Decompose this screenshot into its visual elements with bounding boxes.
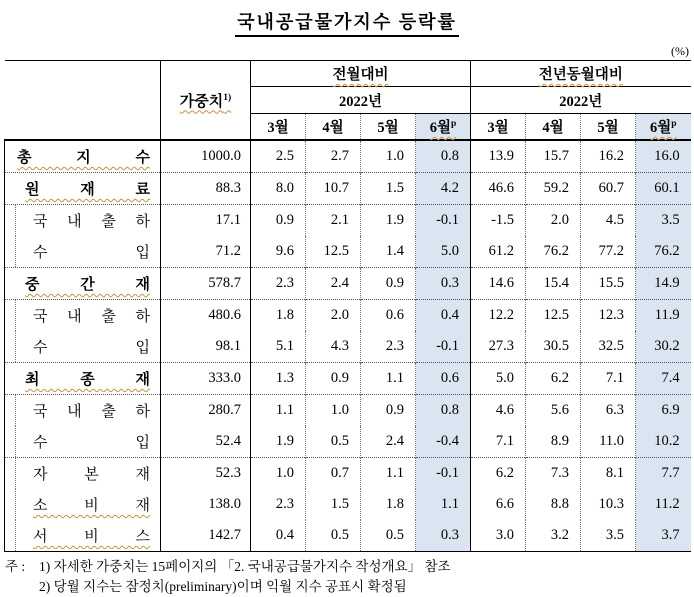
mom-value: -0.4 [416,426,471,458]
mom-value: 0.6 [361,300,416,332]
row-label-cell [5,173,161,205]
weight-header-label: 가중치 [179,93,224,110]
yoy-value: 76.2 [526,236,581,268]
mom-value: 2.4 [306,268,361,300]
mom-value: 4.2 [416,173,471,205]
row-label-cell [5,300,161,332]
yoy-value: 16.0 [636,140,691,173]
weight-value: 52.3 [161,458,251,490]
month-header-preliminary: 6월$^p$ [636,114,691,141]
mom-value: 0.6 [416,363,471,395]
group-header-yoy: 전년동월대비 [471,61,691,87]
mom-value: 9.6 [275,243,294,259]
yoy-value: 76.2 [636,236,691,268]
row-label: 총 지 수 [17,150,150,166]
yoy-value: -1.5 [471,205,526,237]
yoy-value: 60.1 [636,173,691,205]
mom-value: 1.9 [275,433,294,449]
mom-value: 0.4 [416,300,471,332]
month-header: 4월 [526,114,581,141]
weight-value: 578.7 [161,268,251,300]
mom-value: 8.0 [251,173,306,205]
row-label: 최 종 재 [25,372,150,388]
mom-value: 0.3 [416,268,471,300]
row-label: 수 입 [33,245,150,261]
footnote-line: 2) 당월 지수는 잠정치(preliminary)이며 익월 지수 공표시 확정됨 [39,579,407,594]
yoy-value: 32.5 [581,331,636,363]
mom-value: 2.4 [361,426,416,458]
yoy-value: 11.0 [581,426,636,458]
mom-value: 1.0 [251,458,306,490]
table-row [5,363,691,395]
yoy-value: 5.6 [526,395,581,427]
yoy-value: 7.1 [581,363,636,395]
yoy-value: 12.2 [471,300,526,332]
mom-value: 0.7 [306,458,361,490]
mom-value: 2.3 [251,268,306,300]
table-row [5,520,691,552]
mom-value: 1.3 [251,363,306,395]
yoy-value: 61.2 [471,236,526,268]
mom-value: 0.3 [416,520,471,552]
row-label-cell [5,140,161,173]
row-label-cell [5,205,161,237]
yoy-value: 60.7 [581,173,636,205]
row-label-cell [5,363,161,395]
yoy-value: 4.5 [581,205,636,237]
footnotes [5,557,690,597]
yoy-value: 15.5 [581,268,636,300]
yoy-value: 10.2 [636,426,691,458]
row-label: 국 내 출 하 [33,214,150,230]
footnote-prefix: 주 : [5,559,26,574]
price-index-table [4,60,691,552]
weight-value: 142.7 [161,520,251,552]
mom-value: 1.8 [251,300,306,332]
yoy-value: 8.9 [526,426,581,458]
yoy-value: 16.2 [581,140,636,173]
month-header: 5월 [361,114,416,141]
mom-value: 0.8 [416,395,471,427]
weight-value: 333.0 [161,363,251,395]
yoy-value: 12.3 [581,300,636,332]
row-label-cell [5,489,161,520]
yoy-value: 6.9 [636,395,691,427]
mom-value: 1.9 [361,205,416,237]
mom-value: 2.3 [361,331,416,363]
table-row [5,173,691,205]
weight-value: 52.4 [161,426,251,458]
weight-value: 17.1 [161,205,251,237]
yoy-value: 15.7 [526,140,581,173]
yoy-value: 3.2 [526,520,581,552]
mom-value: 0.9 [361,395,416,427]
yoy-value: 7.1 [471,426,526,458]
yoy-value: 13.9 [471,140,526,173]
mom-value: 0.9 [361,268,416,300]
mom-value: 2.0 [306,300,361,332]
mom-value: 12.5 [306,236,361,268]
mom-value: 0.4 [251,520,306,552]
table-header [5,61,691,141]
row-label: 수 입 [33,340,150,356]
mom-value: 0.9 [306,363,361,395]
yoy-value: 6.6 [471,489,526,520]
mom-value: 1.4 [361,236,416,268]
weight-value: 88.3 [161,173,251,205]
preliminary-marker: p [451,119,457,130]
mom-value: 1.5 [306,489,361,520]
mom-value: 0.5 [306,426,361,458]
yoy-value: 30.5 [526,331,581,363]
weight-header-footnote-ref: 1) [223,92,232,103]
mom-value: 1.5 [361,173,416,205]
weight-value: 280.7 [161,395,251,427]
mom-value: 1.1 [361,363,416,395]
month-header: 5월 [581,114,636,141]
weight-value: 71.2 [161,236,251,268]
row-label-cell [5,520,161,552]
mom-value: 1.1 [361,458,416,490]
mom-value: 2.7 [306,140,361,173]
row-label: 소 비 재 [33,498,150,514]
mom-value: 0.9 [251,205,306,237]
yoy-value: 12.5 [526,300,581,332]
mom-value: 1.0 [361,140,416,173]
year-header-yoy: 2022년 [471,87,691,114]
yoy-value: 15.4 [526,268,581,300]
yoy-value: 3.5 [636,205,691,237]
yoy-value: 3.0 [471,520,526,552]
mom-value: 1.0 [306,395,361,427]
weight-value: 138.0 [161,489,251,520]
yoy-value: 14.6 [471,268,526,300]
month-header: 4월 [306,114,361,141]
mom-value: 2.3 [275,496,294,512]
mom-value: -0.1 [416,458,471,490]
yoy-value: 11.2 [636,489,691,520]
yoy-value: 8.8 [526,489,581,520]
row-label: 원 재 료 [25,182,150,198]
row-label: 국 내 출 하 [33,404,150,420]
group-header-mom: 전월대비 [251,61,471,87]
row-label: 국 내 출 하 [33,309,150,325]
row-label: 중 간 재 [25,277,150,293]
header-group-row [5,61,691,87]
row-label: 자 본 재 [33,467,150,483]
page-title: 국내공급물가지수 등락률 [235,8,459,37]
table-row [5,489,691,520]
yoy-value: 7.7 [636,458,691,490]
table-row [5,205,691,237]
mom-value: 1.8 [361,489,416,520]
yoy-value: 3.7 [636,520,691,552]
table-row [5,140,691,173]
row-label-cell [5,458,161,490]
yoy-value: 14.9 [636,268,691,300]
corner-cell [5,61,161,141]
table-row [5,300,691,332]
row-label-cell [5,426,161,458]
yoy-value: 6.2 [471,458,526,490]
year-header-mom: 2022년 [251,87,471,114]
weight-value: 1000.0 [161,140,251,173]
row-label: 수 입 [33,435,150,451]
yoy-value: 5.0 [471,363,526,395]
table-row [5,331,691,363]
mom-value: -0.1 [416,205,471,237]
yoy-value: 11.9 [636,300,691,332]
yoy-value: 6.2 [526,363,581,395]
table-row [5,426,691,458]
weight-value: 480.6 [161,300,251,332]
mom-value: 0.5 [306,520,361,552]
row-label-cell [5,236,161,268]
table-body [5,140,691,552]
footnote-line: 1) 자세한 가중치는 15페이지의 「2. 국내공급물가지수 작성개요」 참조 [39,559,451,574]
row-label-cell [5,395,161,427]
weight-value: 98.1 [161,331,251,363]
table-row [5,395,691,427]
yoy-value: 8.1 [581,458,636,490]
mom-value: 10.7 [306,173,361,205]
mom-value: 0.8 [416,140,471,173]
month-header-preliminary: 6월$^p$ [416,114,471,141]
yoy-value: 7.4 [636,363,691,395]
mom-value: 1.1 [416,489,471,520]
yoy-value: 59.2 [526,173,581,205]
yoy-value: 4.6 [471,395,526,427]
row-label: 서 비 스 [33,529,150,545]
preliminary-marker: p [671,119,677,130]
yoy-value: 27.3 [471,331,526,363]
mom-value: 5.1 [275,338,294,354]
mom-value: 1.1 [251,395,306,427]
weight-column-header [161,61,251,141]
yoy-value: 7.3 [526,458,581,490]
yoy-value: 3.5 [581,520,636,552]
yoy-value: 30.2 [636,331,691,363]
table-row [5,268,691,300]
yoy-value: 6.3 [581,395,636,427]
yoy-value: 2.0 [526,205,581,237]
row-label-cell [5,331,161,363]
mom-value: 5.0 [416,236,471,268]
unit-label: (%) [671,44,689,58]
mom-value: 2.1 [306,205,361,237]
mom-value: -0.1 [416,331,471,363]
yoy-value: 10.3 [581,489,636,520]
mom-value: 4.3 [306,331,361,363]
month-header: 3월 [471,114,526,141]
mom-value: 0.5 [361,520,416,552]
mom-value: 2.5 [275,148,294,164]
table-row [5,236,691,268]
yoy-value: 46.6 [471,173,526,205]
yoy-value: 77.2 [581,236,636,268]
month-header: 3월 [251,114,306,141]
table-row [5,458,691,490]
row-label-cell [5,268,161,300]
